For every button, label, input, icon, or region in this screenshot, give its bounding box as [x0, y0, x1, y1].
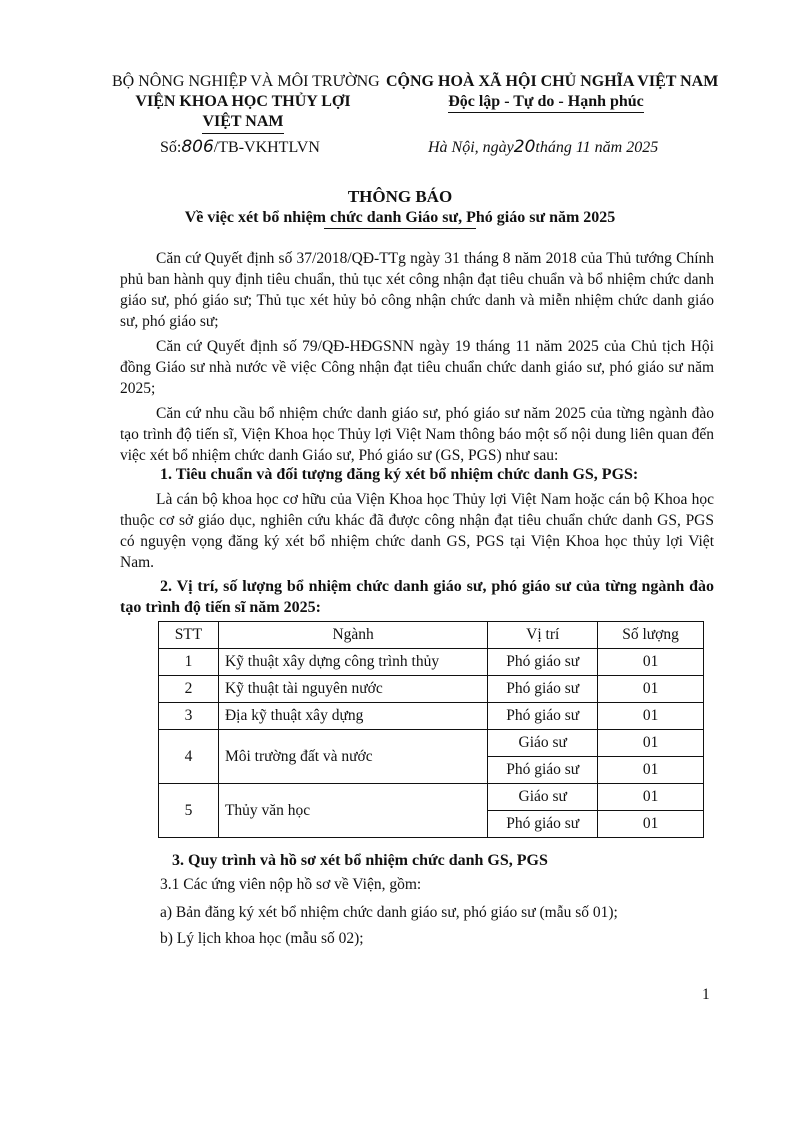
cell-nganh: Thủy văn học	[218, 784, 487, 838]
ministry-name: BỘ NÔNG NGHIỆP VÀ MÔI TRƯỜNG	[112, 73, 380, 90]
cell-soluong: 01	[598, 811, 704, 838]
section3-heading: 3. Quy trình và hồ sơ xét bổ nhiệm chức danh GS, PGS	[172, 852, 548, 869]
doc-number-prefix: Số:	[160, 139, 182, 156]
table-row	[159, 784, 704, 811]
cell-soluong: 01	[598, 730, 704, 757]
cell-soluong: 01	[598, 784, 704, 811]
table-row	[159, 730, 704, 757]
doc-number-suffix: /TB-VKHTLVN	[213, 139, 320, 156]
table-row	[159, 649, 704, 676]
country-name: CỘNG HOÀ XÃ HỘI CHỦ NGHĨA VIỆT NAM	[386, 73, 719, 90]
motto-wrap	[386, 92, 706, 113]
preamble-para-2: Căn cứ Quyết định số 79/QĐ-HĐGSNN ngày 19 tháng 11 năm 2025 của Chủ tịch Hội đồng Giáo sư nhà nước về việc Công nhận đạt tiêu chuẩn chức danh giáo sư, phó giáo sư năm 2025;	[120, 338, 714, 397]
institute-name-line2: VIỆT NAM	[202, 112, 283, 134]
document-number	[160, 137, 320, 158]
doc-number-handwritten: 806	[181, 137, 214, 157]
notice-title: THÔNG BÁO	[347, 187, 453, 206]
motto: Độc lập - Tự do - Hạnh phúc	[448, 92, 644, 113]
col-header-nganh: Ngành	[218, 622, 487, 649]
col-header-soluong: Số lượng	[598, 622, 704, 649]
cell-stt: 2	[159, 676, 219, 703]
cell-vitri: Phó giáo sư	[488, 757, 598, 784]
cell-stt: 5	[159, 784, 219, 838]
page-number: 1	[702, 986, 710, 1003]
right-header	[386, 72, 719, 113]
col-header-vitri: Vị trí	[488, 622, 598, 649]
cell-stt: 3	[159, 703, 219, 730]
cell-soluong: 01	[598, 703, 704, 730]
cell-soluong: 01	[598, 676, 704, 703]
table-row	[159, 676, 704, 703]
preamble-para-3: Căn cứ nhu cầu bổ nhiệm chức danh giáo sư, phó giáo sư năm 2025 của từng ngành đào tạo trình độ tiến sĩ, Viện Khoa học Thủy lợi Việt Nam thông báo một số nội dung liên quan đến việc xét bổ nhiệm chức danh Giáo sư, Phó giáo sư (GS, PGS) như sau:	[120, 405, 714, 464]
date-day-handwritten: 20	[513, 137, 536, 157]
title-underline	[324, 228, 476, 229]
col-header-stt: STT	[159, 622, 219, 649]
left-header	[112, 72, 380, 134]
cell-vitri: Phó giáo sư	[488, 649, 598, 676]
cell-soluong: 01	[598, 757, 704, 784]
preamble	[120, 248, 714, 470]
section3-sub1: 3.1 Các ứng viên nộp hồ sơ về Viện, gồm:	[160, 876, 422, 893]
cell-vitri: Phó giáo sư	[488, 676, 598, 703]
positions-table	[158, 621, 704, 838]
cell-nganh: Địa kỹ thuật xây dựng	[218, 703, 487, 730]
section3-item-a: a) Bản đăng ký xét bổ nhiệm chức danh giáo sư, phó giáo sư (mẫu số 01);	[160, 904, 618, 921]
section3-item-b: b) Lý lịch khoa học (mẫu số 02);	[160, 930, 364, 947]
section1-heading: 1. Tiêu chuẩn và đối tượng đăng ký xét bổ nhiệm chức danh GS, PGS:	[160, 466, 639, 483]
notice-subtitle-wrap	[100, 207, 700, 228]
section1-text: Là cán bộ khoa học cơ hữu của Viện Khoa học Thủy lợi Việt Nam hoặc cán bộ Khoa học thuộc cơ sở giáo dục, nghiên cứu khác đã được công nhận đạt tiêu chuẩn chức danh GS, PGS có nguyện vọng đăng ký xét bổ nhiệm chức danh GS, PGS tại Viện Khoa học thủy lợi Việt Nam.	[120, 491, 714, 571]
cell-vitri: Giáo sư	[488, 784, 598, 811]
preamble-para-1: Căn cứ Quyết định số 37/2018/QĐ-TTg ngày 31 tháng 8 năm 2018 của Thủ tướng Chính phủ ban hành quy định tiêu chuẩn, thủ tục xét công nhận đạt tiêu chuẩn và bổ nhiệm chức danh giáo sư, phó giáo sư; Thủ tục xét hủy bỏ công nhận chức danh và miễn nhiệm chức danh giáo sư, phó giáo sư;	[120, 250, 714, 330]
cell-vitri: Phó giáo sư	[488, 811, 598, 838]
section2-heading: 2. Vị trí, số lượng bổ nhiệm chức danh giáo sư, phó giáo sư của từng ngành đào tạo trình độ tiến sĩ năm 2025:	[120, 578, 714, 616]
cell-soluong: 01	[598, 649, 704, 676]
cell-nganh: Môi trường đất và nước	[218, 730, 487, 784]
cell-nganh: Kỹ thuật xây dựng công trình thủy	[218, 649, 487, 676]
cell-vitri: Giáo sư	[488, 730, 598, 757]
date-line	[428, 137, 658, 158]
institute-name: VIỆN KHOA HỌC THỦY LỢI	[135, 93, 351, 110]
cell-stt: 4	[159, 730, 219, 784]
cell-nganh: Kỹ thuật tài nguyên nước	[218, 676, 487, 703]
cell-stt: 1	[159, 649, 219, 676]
date-suffix: tháng 11 năm 2025	[535, 139, 659, 156]
table-row	[159, 703, 704, 730]
notice-subtitle: Về việc xét bổ nhiệm chức danh Giáo sư, Phó giáo sư năm 2025	[184, 209, 616, 226]
institute-name-line2-wrap	[112, 112, 374, 134]
section1-body	[120, 489, 714, 577]
table-header-row	[159, 622, 704, 649]
date-prefix: Hà Nội, ngày	[428, 139, 514, 156]
cell-vitri: Phó giáo sư	[488, 703, 598, 730]
title-block	[100, 186, 700, 228]
